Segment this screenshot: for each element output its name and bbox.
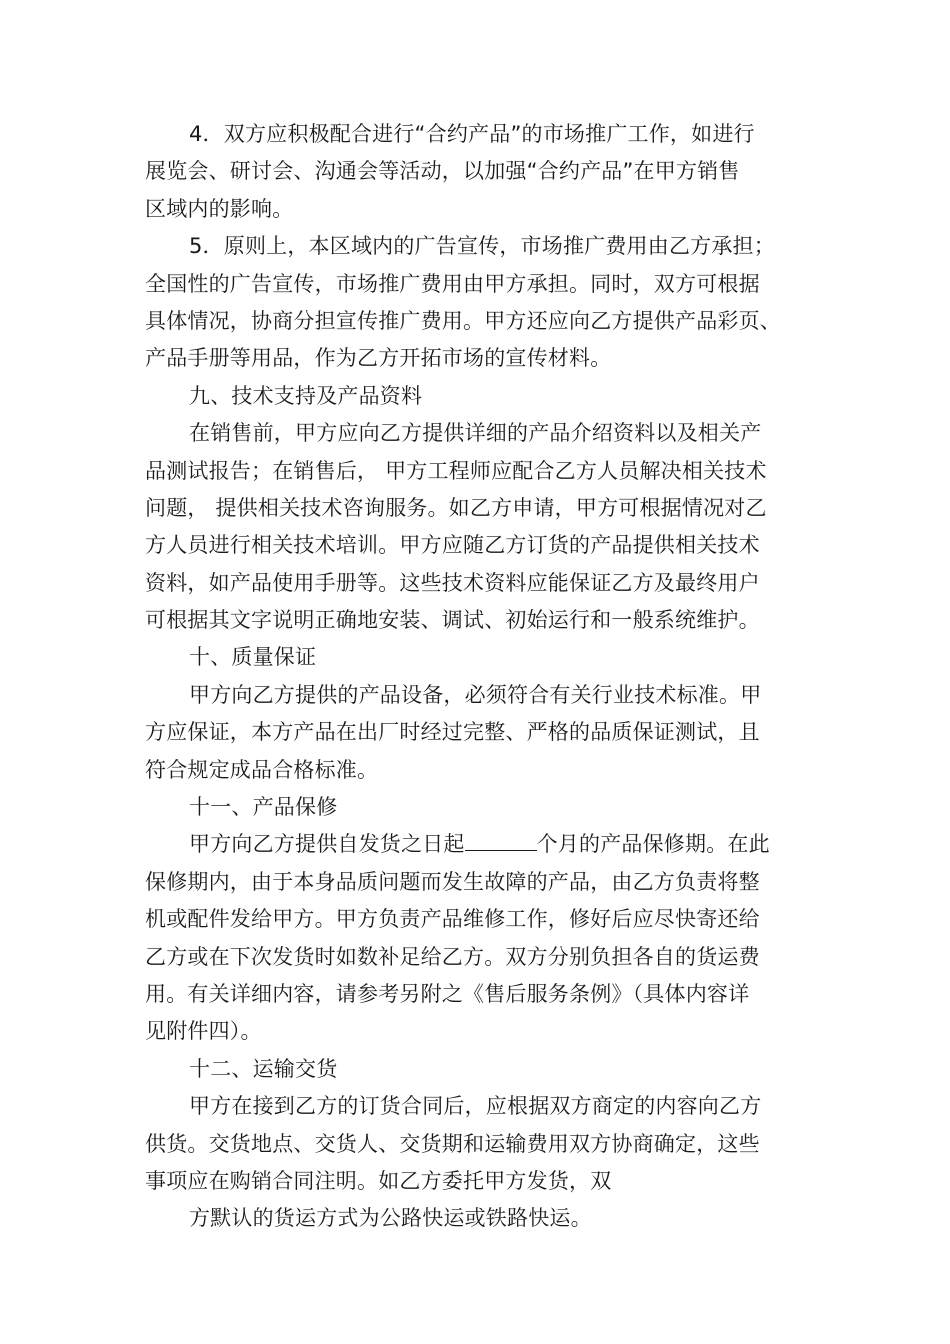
clause-4-line-2: 展览会、研讨会、沟通会等活动，以加强“合约产品”在甲方销售: [145, 159, 740, 184]
contract-text: [145, 116, 815, 1238]
section-11-line-2: 保修期内，由于本身品质问题而发生故障的产品，由乙方负责将整: [145, 869, 760, 894]
warranty-text-after-blank: 个月的产品保修期。在此: [536, 832, 770, 857]
section-12-line-1: 甲方在接到乙方的订货合同后，应根据双方商定的内容向乙方: [189, 1094, 762, 1119]
section-11-line-1: [145, 826, 815, 863]
section-11-line-4: 乙方或在下次发货时如数补足给乙方。双方分别负担各自的货运费: [145, 944, 760, 969]
section-10-heading: 十、质量保证: [189, 645, 317, 670]
section-9-line-2: 品测试报告；在销售后， 甲方工程师应配合乙方人员解决相关技术: [145, 458, 767, 483]
clause-5-line-2: 全国性的广告宣传，市场推广费用由甲方承担。同时，双方可根据: [145, 271, 760, 296]
section-9-line-1: 在销售前，甲方应向乙方提供详细的产品介绍资料以及相关产: [189, 421, 762, 446]
clause-5-line-1: 5．原则上，本区域内的广告宣传，市场推广费用由乙方承担；: [189, 234, 775, 259]
section-10-line-2: 方应保证，本方产品在出厂时经过完整、严格的品质保证测试，且: [145, 720, 760, 745]
section-12-heading: 十二、运输交货: [189, 1056, 338, 1081]
section-11-line-3: 机或配件发给甲方。甲方负责产品维修工作，修好后应尽快寄还给: [145, 907, 760, 932]
section-12-line-2: 供货。交货地点、交货人、交货期和运输费用双方协商确定，这些: [145, 1131, 760, 1156]
warranty-text-before-blank: 甲方向乙方提供自发货之日起: [189, 832, 465, 857]
section-11-line-5: 用。有关详细内容，请参考另附之《售后服务条例》（具体内容详: [145, 981, 750, 1006]
clause-4-line-1: 4．双方应积极配合进行“合约产品”的市场推广工作，如进行: [189, 122, 755, 146]
clause-4-line-3: 区域内的影响。: [145, 196, 294, 221]
section-11-heading: 十一、产品保修: [189, 795, 338, 820]
section-9-line-4: 方人员进行相关技术培训。甲方应随乙方订货的产品提供相关技术: [145, 533, 760, 558]
clause-5-line-4: 产品手册等用品，作为乙方开拓市场的宣传材料。: [145, 346, 612, 371]
section-10-line-1: 甲方向乙方提供的产品设备，必须符合有关行业技术标准。甲: [189, 682, 762, 707]
clause-5-line-3: 具体情况，协商分担宣传推广费用。甲方还应向乙方提供产品彩页、: [145, 308, 781, 333]
section-10-line-3: 符合规定成品合格标准。: [145, 757, 379, 782]
section-9-line-6: 可根据其文字说明正确地安装、调试、初始运行和一般系统维护。: [145, 608, 760, 633]
section-9-line-3: 问题， 提供相关技术咨询服务。如乙方申请，甲方可根据情况对乙: [145, 495, 767, 520]
section-11-line-6: 见附件四）。: [145, 1019, 262, 1044]
section-12-line-4: 方默认的货运方式为公路快运或铁路快运。: [189, 1206, 592, 1231]
section-9-line-5: 资料，如产品使用手册等。这些技术资料应能保证乙方及最终用户: [145, 570, 760, 595]
warranty-months-blank: [465, 830, 537, 851]
section-12-line-3: 事项应在购销合同注明。如乙方委托甲方发货，双: [145, 1168, 612, 1193]
section-9-heading: 九、技术支持及产品资料: [189, 383, 423, 408]
